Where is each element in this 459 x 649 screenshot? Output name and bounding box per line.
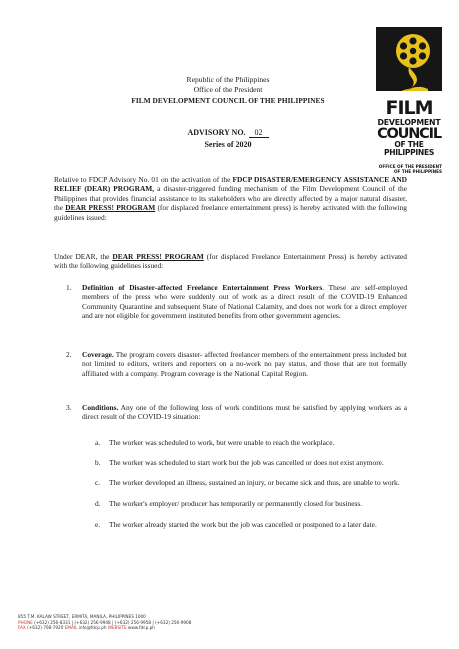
section-3-number: 3.	[66, 403, 72, 412]
logo-caption-line2: OF THE PHILIPPINES	[394, 169, 442, 175]
condition-c-text: The worker developed an illness, sustained an injury, or became sick and thus, are unable to work.	[109, 478, 400, 487]
advisory-number-line	[100, 127, 356, 138]
intro-text-1: Relative to FDCP Advisory No. 01 on the activation of the	[54, 175, 233, 184]
under-text-2: (for displaced Freelance Entertainment Press) is hereby activated with the following guidelines issued:	[54, 252, 407, 271]
intro-text-3: (for displaced freelance entertainment press) is hereby activated with the following guidelines issued:	[54, 203, 407, 222]
section-1-title: Definition of Disaster-affected Freelance Entertainment Press Workers	[82, 283, 323, 292]
advisory-series: Series of 2020	[204, 140, 252, 149]
section-3-conditions	[82, 403, 407, 422]
condition-e-text: The worker already started the work but the job was cancelled or postponed to a later date.	[109, 520, 377, 529]
logo-caption-line1: OFFICE OF THE PRESIDENT	[378, 164, 442, 169]
footer-phones: (+632) 256-8331 | (+632) 256-9948 | (+632) 256-9958 | (+632) 256-9908	[34, 619, 192, 625]
footer-email-link[interactable]: info@fdcp.ph	[78, 625, 107, 630]
logo-development-text: DEVELOPMENT	[377, 118, 441, 127]
footer-fax: (+632) 708-7920	[27, 625, 64, 630]
footer-address: 855 T.M. KALAW STREET, ERMITA, MANILA, PHILIPPINES 1000	[18, 614, 146, 619]
condition-e-letter: e.	[95, 520, 101, 529]
intro-paragraph	[54, 175, 407, 222]
header-office: Office of the President	[193, 85, 263, 94]
advisory-label: ADVISORY NO.	[187, 128, 246, 137]
section-2-number: 2.	[66, 350, 72, 359]
fdcp-logo	[376, 27, 442, 175]
logo-caption	[368, 164, 442, 174]
section-3-title: Conditions.	[82, 403, 119, 412]
intro-text-2: a disaster-triggered funding mechanism of the Film Development Council of the Philippines that provides financial assistance to its stakeholders who are directly affected by a major natural disaster, the	[54, 184, 407, 213]
section-1-text: . These are self-employed members of the press who were suddenly out of work as a direct result of the COVID-19 Enhanced Community Quarantine and subsequent State of National Calamity, and does not work for a direct employer and are not eligible for government instituted benefits from other government agencies.	[82, 283, 408, 321]
under-dear-press-program: DEAR PRESS! PROGRAM	[112, 252, 204, 261]
condition-d-letter: d.	[95, 499, 101, 508]
footer-website-link[interactable]: www.fdcp.ph	[127, 625, 155, 630]
section-1-number: 1.	[66, 283, 72, 292]
section-2-title: Coverage.	[82, 350, 114, 359]
footer-contact-line	[18, 625, 155, 631]
section-3-text: Any one of the following loss of work conditions must be satisfied by applying workers as a direct result of the COVID-19 situation:	[82, 403, 407, 422]
logo-philippines-text: OF THE PHILIPPINES	[383, 140, 435, 157]
intro-dear-press-program: DEAR PRESS! PROGRAM	[65, 203, 156, 213]
under-dear-paragraph	[54, 252, 407, 271]
condition-a-text: The worker was scheduled to work, but were unable to reach the workplace.	[109, 438, 335, 447]
footer-phone-label: PHONE	[18, 619, 33, 625]
footer-email-label: EMAIL	[64, 625, 78, 630]
intro-program-name: FDCP DISASTER/EMERGENCY ASSISTANCE AND RELIEF (DEAR) PROGRAM,	[54, 175, 407, 194]
section-2-coverage	[82, 350, 407, 378]
section-2-text: The program covers disaster- affected freelancer members of the entertainment press included but not limited to editors, writers and reporters on a no-work no pay status, and those that are not formally affiliated with a company. Program coverage is the National Capital Region.	[82, 350, 407, 378]
logo-film-text: FILM	[385, 97, 433, 119]
condition-b-letter: b.	[95, 458, 101, 467]
header-republic: Republic of the Philippines	[186, 75, 270, 84]
under-text-1: Under DEAR, the	[54, 252, 113, 261]
footer-website-label: WEBSITE	[107, 625, 127, 630]
footer-fax-label: FAX	[18, 625, 26, 630]
film-reel-icon	[376, 27, 442, 91]
section-1-definition	[82, 283, 407, 321]
logo-council-text: COUNCIL	[377, 126, 441, 142]
condition-d-text: The worker's employer/ producer has temporarily or permanently closed for business.	[109, 499, 363, 508]
advisory-number: 02	[249, 129, 269, 138]
header-agency: FILM DEVELOPMENT COUNCIL OF THE PHILIPPINES	[131, 96, 325, 105]
condition-b-text: The worker was scheduled to start work but the job was cancelled or does not exist anymore.	[109, 458, 384, 467]
condition-c-letter: c.	[95, 478, 101, 487]
condition-a-letter: a.	[95, 438, 101, 447]
